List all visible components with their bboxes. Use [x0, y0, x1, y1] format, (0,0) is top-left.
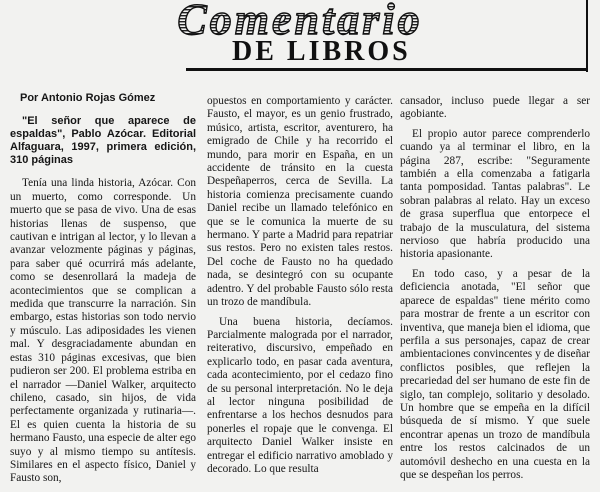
header-rule: [186, 68, 588, 71]
article-column-2: [207, 95, 393, 482]
section-title-text: Comentario: [177, 0, 423, 40]
byline: Por Antonio Rojas Gómez: [20, 92, 156, 104]
section-subtitle: DE LIBROS: [232, 36, 411, 67]
article-column-3: [400, 95, 590, 488]
section-title: [120, 0, 480, 40]
paragraph: En todo caso, y a pesar de la deficiencia anotada, "El señor que aparece de espaldas" tiene mérito como para mostrar de frente a un escritor con inventiva, que maneja bien el idioma, que perfila a sus personajes, capaz de crear ambientaciones convincentes y de diseñar conflictos posibles, que reflejen la precariedad del ser humano de este fin de siglo, tan complejo, solitario y desolado. Un hombre que se empeña en la difícil búsqueda de sí mismo. Y que suele encontrar apenas un trozo de mandíbula entre los restos calcinados de un automóvil deshecho en una cuesta en la que se despeñan los perros.: [400, 267, 590, 481]
article-column-1: [10, 92, 196, 492]
book-reference: "El señor que aparece de espaldas", Pablo Azócar. Editorial Alfaguara, 1997, primera edición, 310 páginas: [10, 115, 196, 167]
paragraph: El propio autor parece comprenderlo cuando ya al terminar el libro, en la página 287, escribe: "Seguramente también a ella comenzaba a fatigarla tanta pomposidad. Tantas palabras". Le sobran palabras al relato. Hay un exceso de grasa superflua que entorpece el trabajo de la musculatura, del sistema nervioso que habría producido una historia apasionante.: [400, 127, 590, 261]
header-side-rule: [586, 0, 588, 72]
paragraph: cansador, incluso puede llegar a ser agobiante.: [400, 95, 590, 121]
paragraph: Una buena historia, decíamos. Parcialmente malograda por el narrador, reiterativo, discursivo, empeñado en explicarlo todo, en pasar cada aventura, cada acontecimiento, por el cedazo fino de su personal interpretación. No le deja al lector ninguna posibilidad de enfrentarse a los hechos desnudos para ponerles el ropaje que le convenga. El arquitecto Daniel Walker insiste en entregar el edificio narrativo amoblado y decorado. Lo que resulta: [207, 315, 393, 475]
paragraph: Tenía una linda historia, Azócar. Con un muerto, como corresponde. Un muerto que se pasa de vivo. Una de esas historias llenas de suspenso, que cautivan e intrigan al lector, y lo llevan a avanzar velozmente páginas y páginas, para saber qué ocurrirá más adelante, como se desenrollará la madeja de acontecimientos que se complican a medida que transcurre la narración. Sin embargo, estas historias son todo nervio y músculo. Las adiposidades les vienen mal. Y desgraciadamente abundan en estas 310 páginas excesivas, que bien pudieron ser 200. El problema estriba en el narrador —Daniel Walker, arquitecto chileno, casado, sin hijos, de vida perfectamente organizada y rutinaria—. El es quien cuenta la historia de su hermano Fausto, una especie de alter ego suyo y al mismo tiempo su antítesis. Similares en el aspecto físico, Daniel y Fausto son,: [10, 177, 197, 485]
paragraph: opuestos en comportamiento y carácter. Fausto, el mayor, es un genio frustrado, músico, artista, escritor, aventurero, ha emigrado de Chile y ha recorrido el mundo, para morir en España, en un accidente de tránsito en la cuesta Despeñaperros, cerca de Sevilla. La historia comienza precisamente cuando Daniel recibe un llamado telefónico en que se le comunica la muerte de su hermano. Y parte a Madrid para repatriar sus restos. Pero no existen tales restos. Del coche de Fausto no ha quedado nada, se desintegró con su ocupante adentro. Y del probable Fausto sólo resta un trozo de mandíbula.: [207, 95, 393, 309]
